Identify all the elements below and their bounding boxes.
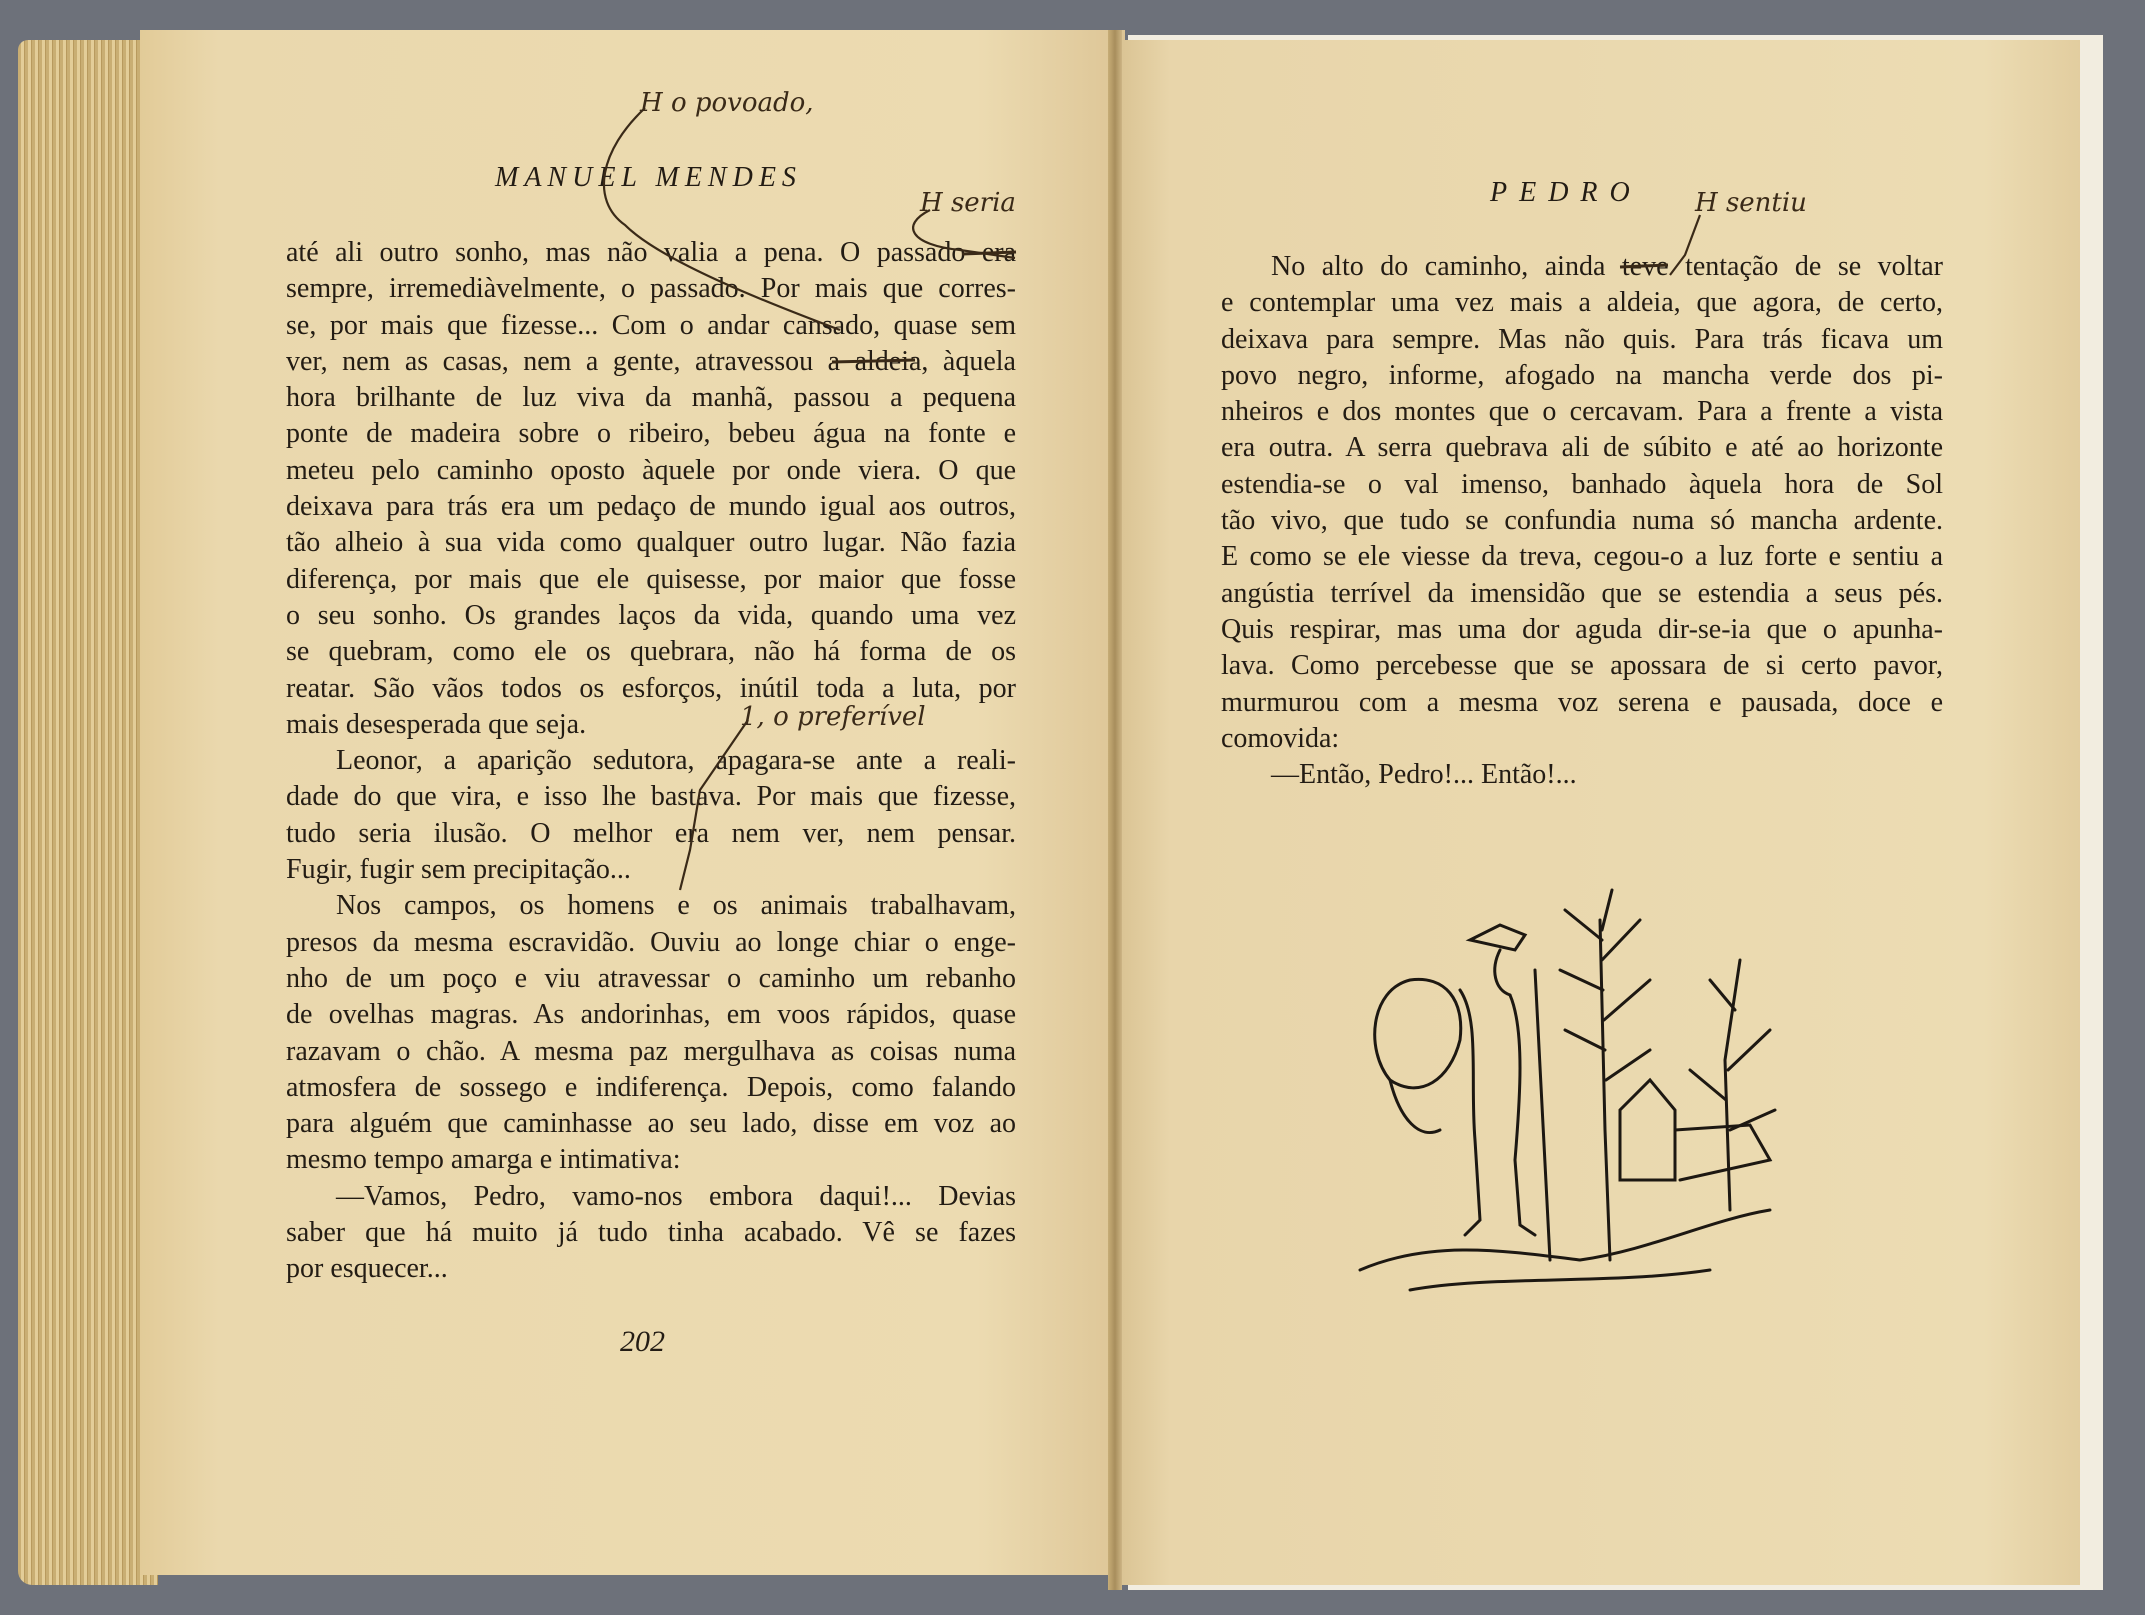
text-line: tão alheio à sua vida como qualquer outro lugar. Não fazia	[286, 527, 1016, 559]
text-line: tudo seria ilusão. O melhor era nem ver, nem pensar.	[286, 817, 1016, 849]
text-line: tão vivo, que tudo se confundia numa só mancha ardente.	[1221, 505, 1943, 537]
text-line: —Então, Pedro!... Então!...	[1271, 759, 1577, 791]
page-number: 202	[620, 1325, 665, 1358]
text-line: Quis respirar, mas uma dor aguda dir-se-ia que o apunha-	[1221, 613, 1943, 645]
text-line: o seu sonho. Os grandes laços da vida, quando uma vez	[286, 599, 1016, 631]
text-line: lava. Como percebesse que se apossara de si certo pavor,	[1221, 650, 1943, 682]
text-line: diferença, por mais que ele quisesse, por maior que fosse	[286, 563, 1016, 595]
handwritten-annotation: H o povoado,	[640, 88, 814, 118]
text-line: murmurou com a mesma voz serena e pausada, doce e	[1221, 686, 1943, 718]
text-line: comovida:	[1221, 722, 1340, 754]
text-line: saber que há muito já tudo tinha acabado. Vê se fazes	[286, 1217, 1016, 1249]
text-line: No alto do caminho, ainda teve tentação de se voltar	[1271, 251, 1943, 282]
text-line: dade do que vira, e isso lhe bastava. Por mais que fizesse,	[286, 781, 1016, 813]
right-page-text	[1221, 249, 1943, 793]
text-line: ver, nem as casas, nem a gente, atravessou a aldeia, àquela	[286, 345, 1016, 377]
text-line: sempre, irremediàvelmente, o passado. Por mais que corres-	[286, 273, 1016, 305]
text-line: E como se ele viesse da treva, cegou-o a luz forte e sentiu a	[1221, 541, 1943, 573]
ink-illustration-traveller	[1350, 880, 1810, 1300]
text-line: nho de um poço e viu atravessar o caminho um rebanho	[286, 962, 1016, 994]
text-line: até ali outro sonho, mas não valia a pena. O passado era	[286, 237, 1016, 268]
text-line: por esquecer...	[286, 1253, 448, 1285]
text-line: presos da mesma escravidão. Ouviu ao longe chiar o enge-	[286, 926, 1016, 958]
text-line: hora brilhante de luz viva da manhã, passou a pequena	[286, 382, 1016, 414]
page-edges-stack	[18, 40, 158, 1585]
left-page-text	[286, 235, 1016, 1288]
text-line: para alguém que caminhasse ao seu lado, disse em voz ao	[286, 1108, 1016, 1140]
text-line: e contemplar uma vez mais a aldeia, que agora, de certo,	[1221, 287, 1943, 319]
text-line: —Vamos, Pedro, vamo-nos embora daqui!... Devias	[336, 1180, 1016, 1212]
left-running-head: MANUEL MENDES	[495, 162, 802, 193]
right-running-head: PEDRO	[1490, 177, 1642, 208]
text-line: Fugir, fugir sem precipitação...	[286, 854, 631, 886]
text-line: razavam o chão. A mesma paz mergulhava as coisas numa	[286, 1035, 1016, 1067]
text-line: Nos campos, os homens e os animais trabalhavam,	[336, 890, 1016, 922]
text-line: de ovelhas magras. As andorinhas, em voos rápidos, quase	[286, 999, 1016, 1031]
handwritten-annotation: 1, o preferível	[740, 702, 926, 732]
text-line: reatar. São vãos todos os esforços, inútil toda a luta, por	[286, 672, 1016, 704]
handwritten-annotation: H sentiu	[1695, 188, 1807, 218]
text-line: Leonor, a aparição sedutora, apagara-se ante a reali-	[336, 745, 1016, 777]
text-line: deixava para sempre. Mas não quis. Para trás ficava um	[1221, 323, 1943, 355]
text-line: ponte de madeira sobre o ribeiro, bebeu água na fonte e	[286, 418, 1016, 450]
text-line: se, por mais que fizesse... Com o andar cansado, quase sem	[286, 309, 1016, 341]
text-line: mesmo tempo amarga e intimativa:	[286, 1144, 681, 1176]
text-line: nheiros e dos montes que o cercavam. Para a frente a vista	[1221, 396, 1943, 428]
text-line: povo negro, informe, afogado na mancha verde dos pi-	[1221, 359, 1943, 391]
text-line: angústia terrível da imensidão que se estendia a seus pés.	[1221, 577, 1943, 609]
text-line: atmosfera de sossego e indiferença. Depois, como falando	[286, 1071, 1016, 1103]
text-line: se quebram, como ele os quebrara, não há forma de os	[286, 636, 1016, 668]
handwritten-annotation: H seria	[920, 188, 1016, 218]
text-line: era outra. A serra quebrava ali de súbito e até ao horizonte	[1221, 432, 1943, 464]
text-line: mais desesperada que seja.	[286, 708, 587, 740]
text-line: deixava para trás era um pedaço de mundo igual aos outros,	[286, 491, 1016, 523]
book-gutter	[1108, 30, 1122, 1590]
text-line: estendia-se o val imenso, banhado àquela hora de Sol	[1221, 468, 1943, 500]
text-line: meteu pelo caminho oposto àquele por onde viera. O que	[286, 454, 1016, 486]
